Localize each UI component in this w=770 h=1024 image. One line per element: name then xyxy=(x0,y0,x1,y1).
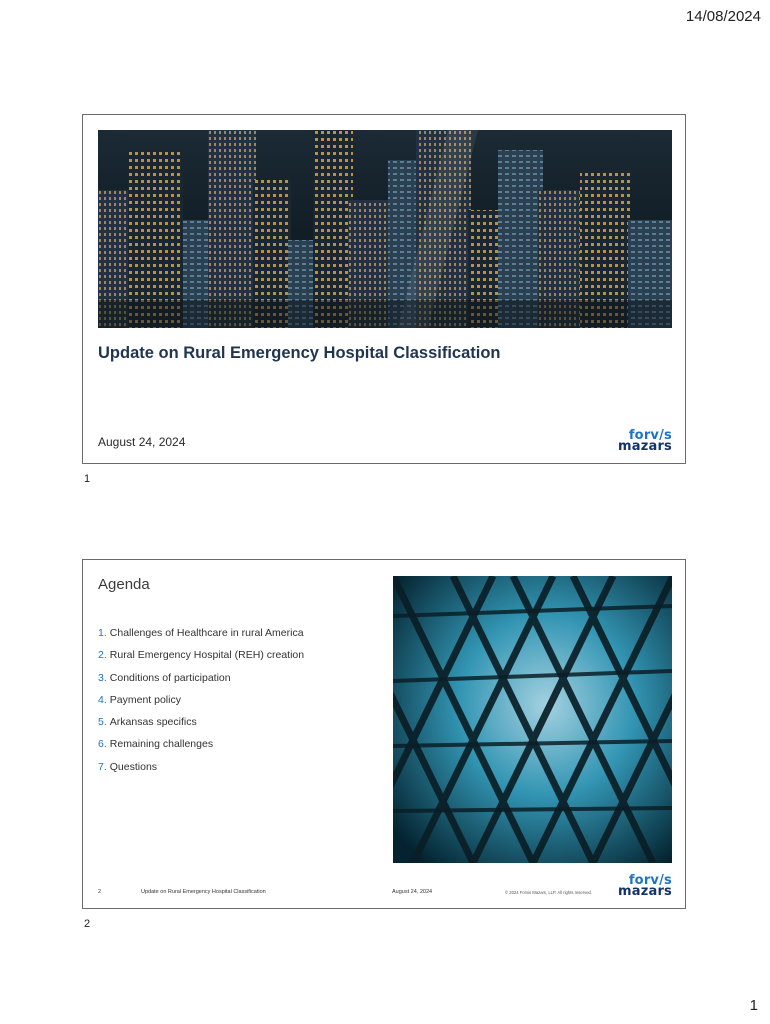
agenda-item: 7. Questions xyxy=(98,760,158,773)
agenda-title: Agenda xyxy=(98,576,150,593)
glass-facade-photo xyxy=(393,576,672,863)
agenda-item: 1. Challenges of Healthcare in rural America xyxy=(98,627,304,639)
slide-number-label: 2 xyxy=(84,918,91,930)
footer-title: Update on Rural Emergency Hospital Classification xyxy=(141,889,266,895)
footer-slide-number: 2 xyxy=(98,889,102,895)
header-date: 14/08/2024 xyxy=(685,8,761,25)
city-skyline-photo xyxy=(98,130,672,328)
logo-line-2: mazars xyxy=(617,439,672,454)
footer-copyright: © 2024 Forvis Mazars, LLP. All rights reserved. xyxy=(505,890,593,895)
slide-number-label: 1 xyxy=(84,473,91,485)
agenda-item: 4. Payment policy xyxy=(98,693,181,706)
slide-date: August 24, 2024 xyxy=(98,435,186,449)
forvis-mazars-logo xyxy=(618,430,672,452)
logo-line-1: forv/s xyxy=(628,873,672,888)
agenda-item: 6. Remaining challenges xyxy=(98,738,214,751)
logo-line-1: forv/s xyxy=(628,428,672,443)
agenda-item: 3. Conditions of participation xyxy=(98,671,231,684)
slide-1 xyxy=(82,114,686,464)
logo-line-2: mazars xyxy=(617,884,672,899)
agenda-item: 5. Arkansas specifics xyxy=(98,716,197,729)
footer-date: August 24, 2024 xyxy=(392,889,433,895)
slide-title: Update on Rural Emergency Hospital Classification xyxy=(98,344,501,362)
forvis-mazars-logo xyxy=(618,875,672,897)
page-number: 1 xyxy=(749,997,758,1014)
agenda-item: 2. Rural Emergency Hospital (REH) creation xyxy=(98,649,305,662)
slide-2 xyxy=(82,559,686,909)
agenda-list xyxy=(98,626,304,782)
